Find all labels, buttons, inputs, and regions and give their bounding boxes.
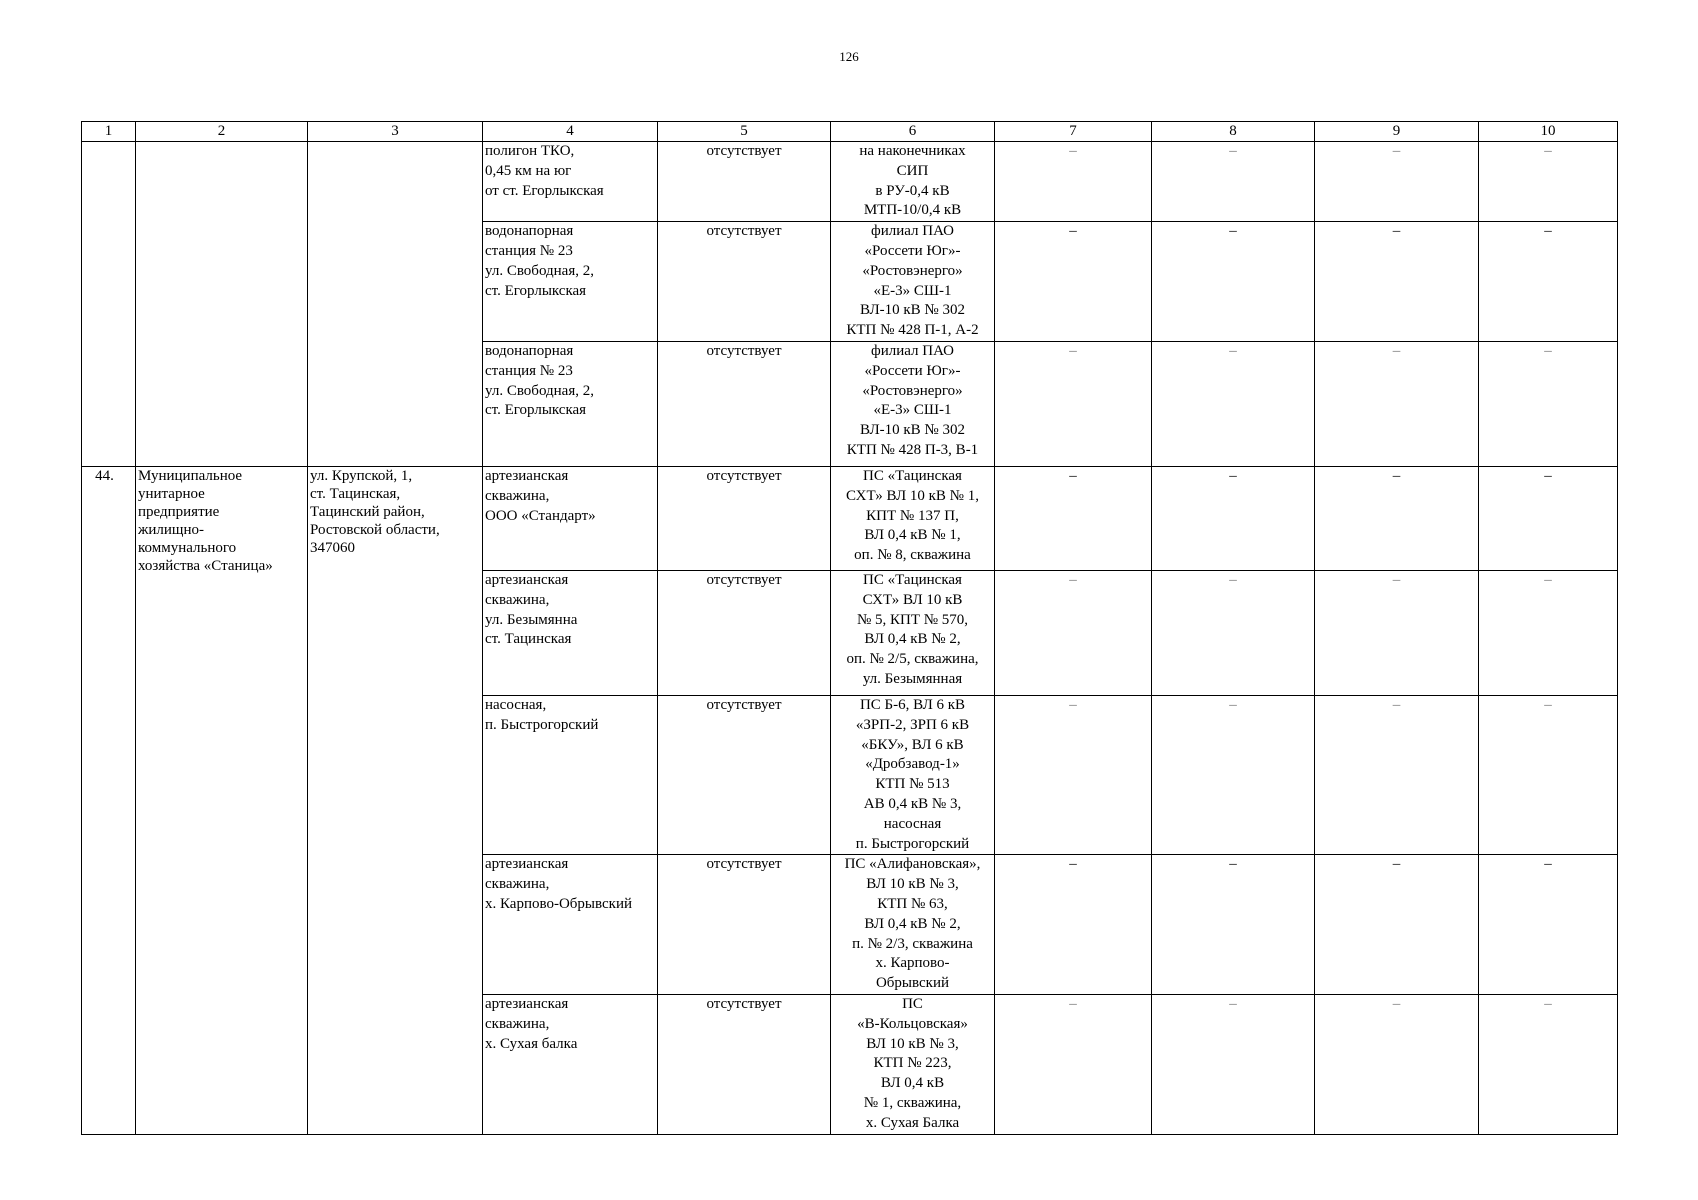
organization-line: коммунального <box>138 539 237 556</box>
connection-point-line: ВЛ 0,4 кВ № 1, <box>864 527 961 544</box>
object-line: станция № 23 <box>485 362 573 379</box>
dash-cell: – <box>995 994 1152 1134</box>
connection-point-line: в РУ-0,4 кВ <box>875 182 950 199</box>
connection-point-line: «Дробзавод-1» <box>865 756 960 773</box>
status-cell: отсутствует <box>658 570 831 695</box>
dash-cell: – <box>1152 466 1315 570</box>
connection-point-line: п. № 2/3, скважина <box>852 935 973 952</box>
address-cell <box>308 142 483 467</box>
organization-line: предприятие <box>138 503 220 520</box>
organization-line: Муниципальное <box>138 467 243 484</box>
address-line: Ростовской области, <box>310 521 440 538</box>
row-number-cell: 44. <box>82 466 136 1134</box>
address-line: Тацинский район, <box>310 503 425 520</box>
connection-point-line: ПС <box>902 995 923 1012</box>
status-cell: отсутствует <box>658 994 831 1134</box>
object-line: ООО «Стандарт» <box>485 507 596 524</box>
dash-cell: – <box>1315 994 1479 1134</box>
status-cell: отсутствует <box>658 222 831 342</box>
dash-cell: – <box>1152 341 1315 466</box>
connection-point-line: насосная <box>883 815 942 832</box>
dash-cell: – <box>995 341 1152 466</box>
connection-point-line: ВЛ-10 кВ № 302 <box>860 422 965 439</box>
column-header: 9 <box>1315 122 1479 142</box>
object-cell <box>483 855 658 995</box>
dash-cell: – <box>995 466 1152 570</box>
object-line: водонапорная <box>485 223 574 240</box>
column-header: 5 <box>658 122 831 142</box>
address-cell <box>308 466 483 1134</box>
connection-point-line: № 5, КПТ № 570, <box>856 611 969 628</box>
object-line: ул. Свободная, 2, <box>485 262 594 279</box>
data-table <box>81 121 1618 1135</box>
connection-point-line: ПС Б-6, ВЛ 6 кВ <box>859 696 966 713</box>
column-header: 7 <box>995 122 1152 142</box>
dash-cell: – <box>995 570 1152 695</box>
dash-cell: – <box>1479 222 1618 342</box>
object-line: артезианская <box>485 571 569 588</box>
connection-point-line: «Россети Юг»- <box>864 242 961 259</box>
column-header: 4 <box>483 122 658 142</box>
object-line: станция № 23 <box>485 242 573 259</box>
object-line: 0,45 км на юг <box>485 162 572 179</box>
organization-cell <box>136 142 308 467</box>
dash-cell: – <box>1479 142 1618 222</box>
connection-point-line: «Е-3» СШ-1 <box>873 282 952 299</box>
connection-point-line: КТП № 513 <box>875 776 950 793</box>
dash-cell: – <box>1479 341 1618 466</box>
connection-point-cell <box>831 994 995 1134</box>
organization-line: жилищно- <box>138 521 204 538</box>
object-cell <box>483 142 658 222</box>
object-line: скважина, <box>485 487 550 504</box>
connection-point-line: СХТ» ВЛ 10 кВ № 1, <box>846 487 979 504</box>
connection-point-line: АВ 0,4 кВ № 3, <box>863 795 962 812</box>
organization-line: хозяйства «Станица» <box>138 557 273 574</box>
status-cell: отсутствует <box>658 466 831 570</box>
column-header: 6 <box>831 122 995 142</box>
connection-point-cell <box>831 222 995 342</box>
connection-point-line: «Россети Юг»- <box>864 362 961 379</box>
dash-cell: – <box>1152 570 1315 695</box>
connection-point-line: х. Сухая Балка <box>865 1114 960 1131</box>
dash-cell: – <box>1315 222 1479 342</box>
dash-cell: – <box>1479 466 1618 570</box>
organization-line: унитарное <box>138 485 205 502</box>
connection-point-line: КТП № 428 П-1, А-2 <box>846 322 979 339</box>
object-line: х. Карпово-Обрывский <box>485 895 633 912</box>
connection-point-line: КТП № 223, <box>873 1055 952 1072</box>
object-line: насосная, <box>485 696 547 713</box>
connection-point-line: КПТ № 137 П, <box>866 507 959 524</box>
address-line: ст. Тацинская, <box>310 485 401 502</box>
connection-point-line: оп. № 8, скважина <box>854 547 971 564</box>
column-header: 10 <box>1479 122 1618 142</box>
organization-cell <box>136 466 308 1134</box>
dash-cell: – <box>1315 695 1479 854</box>
column-header: 3 <box>308 122 483 142</box>
connection-point-line: «БКУ», ВЛ 6 кВ <box>861 736 964 753</box>
connection-point-line: МТП-10/0,4 кВ <box>863 202 962 219</box>
object-cell <box>483 341 658 466</box>
dash-cell: – <box>995 855 1152 995</box>
column-number-row <box>82 122 1618 142</box>
connection-point-line: ПС «Тацинская <box>863 571 962 588</box>
object-line: артезианская <box>485 995 569 1012</box>
dash-cell: – <box>1479 570 1618 695</box>
object-line: скважина, <box>485 1015 550 1032</box>
object-line: ст. Тацинская <box>485 631 572 648</box>
dash-cell: – <box>1479 855 1618 995</box>
connection-point-line: х. Карпово- <box>875 955 950 972</box>
connection-point-line: оп. № 2/5, скважина, <box>846 651 979 668</box>
table-row <box>82 466 1618 570</box>
object-line: от ст. Егорлыкская <box>485 182 604 199</box>
dash-cell: – <box>1315 341 1479 466</box>
column-header: 2 <box>136 122 308 142</box>
object-line: артезианская <box>485 467 569 484</box>
row-number-cell <box>82 142 136 467</box>
dash-cell: – <box>1315 466 1479 570</box>
connection-point-cell <box>831 695 995 854</box>
object-cell <box>483 570 658 695</box>
connection-point-line: СИП <box>896 162 929 179</box>
object-cell <box>483 994 658 1134</box>
connection-point-line: ВЛ 0,4 кВ № 2, <box>864 631 961 648</box>
connection-point-cell <box>831 142 995 222</box>
status-cell: отсутствует <box>658 855 831 995</box>
connection-point-line: п. Быстрогорский <box>855 835 970 852</box>
object-line: ст. Егорлыкская <box>485 402 587 419</box>
dash-cell: – <box>1315 855 1479 995</box>
connection-point-line: Обрывский <box>875 975 950 992</box>
connection-point-line: КТП № 428 П-3, В-1 <box>846 441 979 458</box>
object-line: водонапорная <box>485 342 574 359</box>
page-number: 126 <box>839 49 859 64</box>
dash-cell: – <box>1315 570 1479 695</box>
connection-point-line: «ЗРП-2, ЗРП 6 кВ <box>855 716 970 733</box>
status-cell: отсутствует <box>658 341 831 466</box>
dash-cell: – <box>1152 855 1315 995</box>
connection-point-cell <box>831 570 995 695</box>
object-line: х. Сухая балка <box>485 1035 578 1052</box>
object-line: ст. Егорлыкская <box>485 282 587 299</box>
column-header: 8 <box>1152 122 1315 142</box>
object-line: скважина, <box>485 876 550 893</box>
dash-cell: – <box>1315 142 1479 222</box>
connection-point-line: ВЛ 0,4 кВ № 2, <box>864 915 961 932</box>
status-cell: отсутствует <box>658 142 831 222</box>
dash-cell: – <box>1152 994 1315 1134</box>
object-cell <box>483 695 658 854</box>
dash-cell: – <box>1152 142 1315 222</box>
table-row <box>82 142 1618 222</box>
connection-point-line: «Ростовэнерго» <box>862 382 963 399</box>
connection-point-line: ВЛ-10 кВ № 302 <box>860 302 965 319</box>
connection-point-line: СХТ» ВЛ 10 кВ <box>862 591 963 608</box>
connection-point-line: филиал ПАО <box>870 223 955 240</box>
dash-cell: – <box>1479 695 1618 854</box>
object-cell <box>483 466 658 570</box>
connection-point-cell <box>831 466 995 570</box>
dash-cell: – <box>995 142 1152 222</box>
dash-cell: – <box>1152 695 1315 854</box>
dash-cell: – <box>1152 222 1315 342</box>
object-line: ул. Свободная, 2, <box>485 382 594 399</box>
connection-point-line: ВЛ 10 кВ № 3, <box>866 1035 959 1052</box>
connection-point-line: «Е-3» СШ-1 <box>873 402 952 419</box>
address-line: 347060 <box>310 539 355 556</box>
object-line: полигон ТКО, <box>485 143 575 159</box>
object-line: ул. Безымянна <box>485 611 578 628</box>
connection-point-line: на наконечниках <box>859 143 966 159</box>
dash-cell: – <box>995 695 1152 854</box>
connection-point-line: КТП № 63, <box>877 895 948 912</box>
status-cell: отсутствует <box>658 695 831 854</box>
connection-point-line: «В-Кольцовская» <box>857 1015 968 1032</box>
object-line: скважина, <box>485 591 550 608</box>
connection-point-cell <box>831 855 995 995</box>
object-cell <box>483 222 658 342</box>
dash-cell: – <box>1479 994 1618 1134</box>
connection-point-line: ВЛ 10 кВ № 3, <box>866 876 959 893</box>
dash-cell: – <box>995 222 1152 342</box>
object-line: артезианская <box>485 856 569 873</box>
connection-point-line: ул. Безымянная <box>862 670 963 687</box>
object-line: п. Быстрогорский <box>485 716 599 733</box>
connection-point-line: ПС «Алифановская», <box>844 856 981 873</box>
table-body <box>82 142 1618 1135</box>
connection-point-line: № 1, скважина, <box>863 1094 962 1111</box>
connection-point-line: «Ростовэнерго» <box>862 262 963 279</box>
address-line: ул. Крупской, 1, <box>310 467 413 484</box>
connection-point-line: ПС «Тацинская <box>863 467 962 484</box>
connection-point-line: ВЛ 0,4 кВ <box>880 1075 945 1092</box>
connection-point-cell <box>831 341 995 466</box>
connection-point-line: филиал ПАО <box>870 342 955 359</box>
column-header: 1 <box>82 122 136 142</box>
